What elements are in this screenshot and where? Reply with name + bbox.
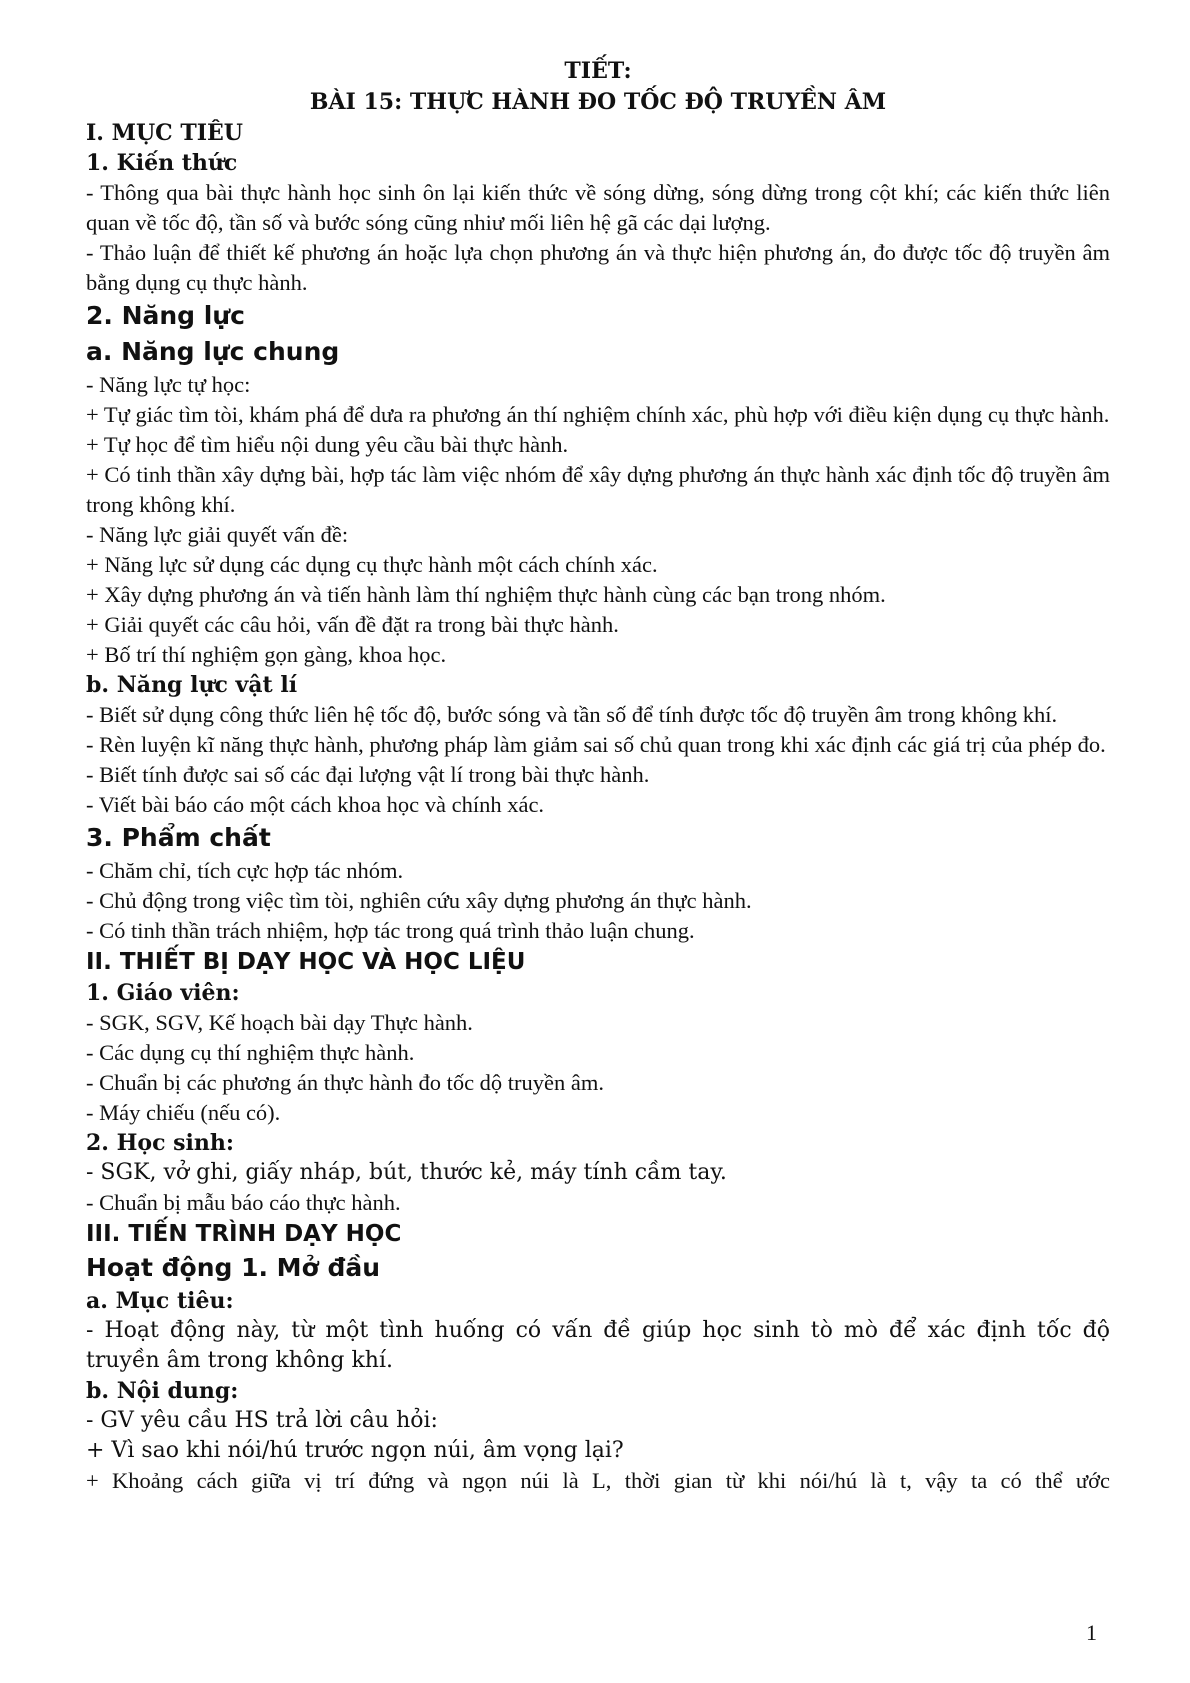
paragraph: - Năng lực giải quyết vấn đề: xyxy=(86,522,349,547)
paragraph: - Máy chiếu (nếu có). xyxy=(86,1100,281,1125)
subheading-students: 2. Học sinh: xyxy=(86,1130,234,1156)
lesson-period-label: TIẾT: xyxy=(564,58,632,84)
paragraph: - SGK, SGV, Kế hoạch bài dạy Thực hành. xyxy=(86,1010,473,1035)
paragraph: - Biết tính được sai số các đại lượng vật lí trong bài thực hành. xyxy=(86,762,650,787)
paragraph: - GV yêu cầu HS trả lời câu hỏi: xyxy=(86,1408,438,1433)
subheading-content: b. Nội dung: xyxy=(86,1378,239,1404)
paragraph: + Tự học để tìm hiểu nội dung yêu cầu bài thực hành. xyxy=(86,432,569,457)
section-heading-objectives: I. MỤC TIÊU xyxy=(86,120,243,146)
paragraph: - Chuẩn bị mẫu báo cáo thực hành. xyxy=(86,1190,401,1215)
paragraph: + Năng lực sử dụng các dụng cụ thực hành một cách chính xác. xyxy=(86,552,658,577)
paragraph: - Chuẩn bị các phương án thực hành đo tốc dộ truyền âm. xyxy=(86,1070,605,1095)
paragraph: + Giải quyết các câu hỏi, vấn đề đặt ra trong bài thực hành. xyxy=(86,612,619,637)
section-heading-process: III. TIẾN TRÌNH DẠY HỌC xyxy=(86,1221,402,1247)
subheading-activity-1: Hoạt động 1. Mở đầu xyxy=(86,1253,381,1282)
subheading-physics-competence: b. Năng lực vật lí xyxy=(86,672,298,698)
paragraph: - Hoạt động này, từ một tình huống có vấn đề giúp học sinh tò mò để xác định tốc độ truyền âm trong không khí. xyxy=(86,1318,1110,1373)
paragraph: - Năng lực tự học: xyxy=(86,372,251,397)
paragraph: - Viết bài báo cáo một cách khoa học và chính xác. xyxy=(86,792,545,817)
subheading-objective: a. Mục tiêu: xyxy=(86,1288,234,1314)
subheading-competence: 2. Năng lực xyxy=(86,301,245,330)
paragraph: + Tự giác tìm tòi, khám phá để dưa ra phương án thí nghiệm chính xác, phù hợp với điều kiện dụng cụ thực hành. xyxy=(86,402,1110,427)
paragraph: - Biết sử dụng công thức liên hệ tốc độ, bước sóng và tần số để tính được tốc độ truyền âm trong không khí. xyxy=(86,702,1058,727)
subheading-qualities: 3. Phẩm chất xyxy=(86,823,271,852)
paragraph: + Xây dựng phương án và tiến hành làm thí nghiệm thực hành cùng các bạn trong nhóm. xyxy=(86,582,886,607)
paragraph: - Thảo luận để thiết kế phương án hoặc lựa chọn phương án và thực hiện phương án, đo được tốc độ truyền âm bằng dụng cụ thực hành. xyxy=(86,240,1110,295)
paragraph: - Chăm chỉ, tích cực hợp tác nhóm. xyxy=(86,858,404,883)
paragraph: + Khoảng cách giữa vị trí đứng và ngọn núi là L, thời gian từ khi nói/hú là t, vậy ta có thể ước xyxy=(86,1468,1110,1493)
paragraph: - Rèn luyện kĩ năng thực hành, phương pháp làm giảm sai số chủ quan trong khi xác định các giá trị của phép đo. xyxy=(86,732,1106,757)
section-heading-equipment: II. THIẾT BỊ DẠY HỌC VÀ HỌC LIỆU xyxy=(86,949,526,975)
subheading-teacher: 1. Giáo viên: xyxy=(86,980,240,1006)
paragraph: - SGK, vở ghi, giấy nháp, bút, thước kẻ, máy tính cầm tay. xyxy=(86,1160,727,1185)
subheading-general-competence: a. Năng lực chung xyxy=(86,337,340,366)
paragraph: - Có tinh thần trách nhiệm, hợp tác trong quá trình thảo luận chung. xyxy=(86,918,695,943)
document-page xyxy=(86,56,1110,1496)
subheading-knowledge: 1. Kiến thức xyxy=(86,150,238,176)
lesson-title: BÀI 15: THỰC HÀNH ĐO TỐC ĐỘ TRUYỀN ÂM xyxy=(309,89,887,115)
paragraph: - Thông qua bài thực hành học sinh ôn lại kiến thức về sóng dừng, sóng dừng trong cột khí; các kiến thức liên quan về tốc độ, tần số và bước sóng cũng nhiư mối liên hệ gã các dại lượng. xyxy=(86,180,1110,235)
paragraph: + Bố trí thí nghiệm gọn gàng, khoa học. xyxy=(86,642,447,667)
paragraph: + Vì sao khi nói/hú trước ngọn núi, âm vọng lại? xyxy=(86,1438,624,1463)
paragraph: + Có tinh thần xây dựng bài, hợp tác làm việc nhóm để xây dựng phương án thực hành xác định tốc độ truyền âm trong không khí. xyxy=(86,462,1110,517)
page-number: 1 xyxy=(1086,1620,1097,1645)
paragraph: - Các dụng cụ thí nghiệm thực hành. xyxy=(86,1040,415,1065)
paragraph: - Chủ động trong việc tìm tòi, nghiên cứu xây dựng phương án thực hành. xyxy=(86,888,752,913)
